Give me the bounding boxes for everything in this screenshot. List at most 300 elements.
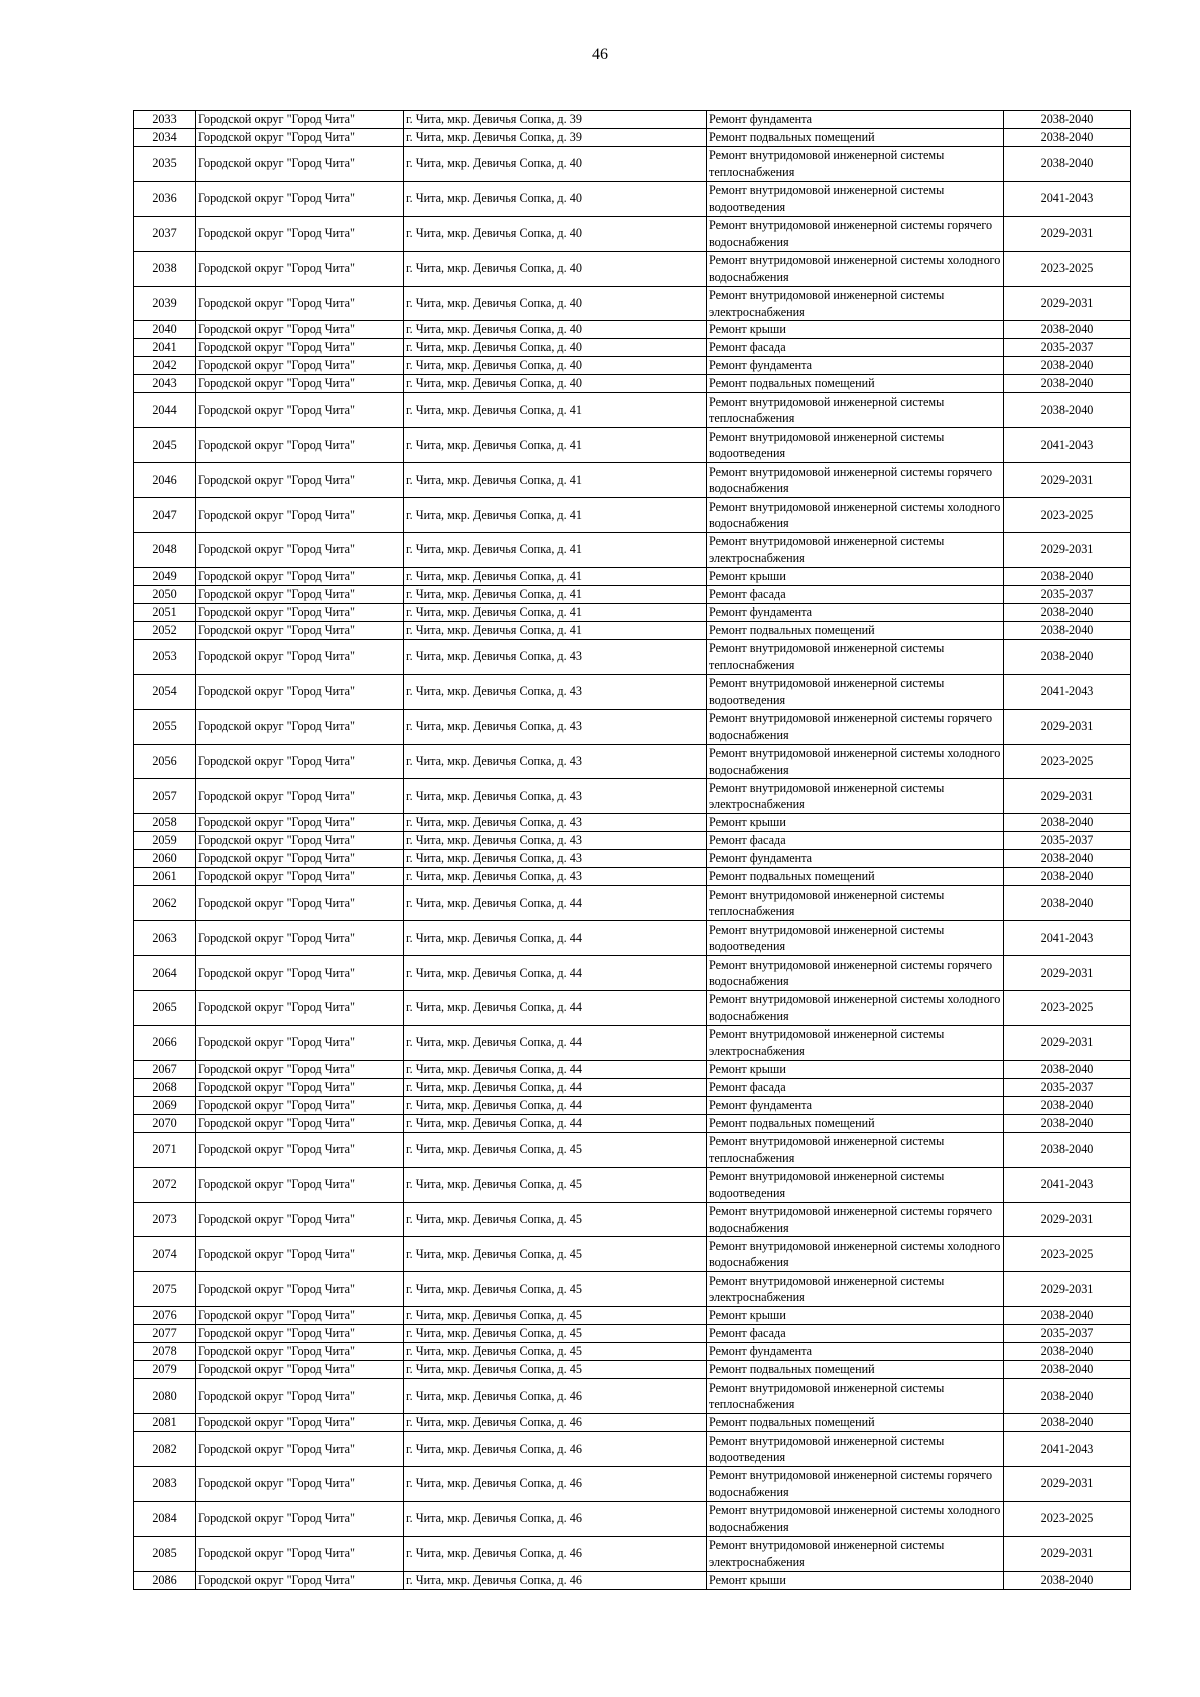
- period-cell: 2023-2025: [1004, 498, 1131, 533]
- table-row: [134, 1167, 1131, 1202]
- period-cell: 2035-2037: [1004, 1325, 1131, 1343]
- address-cell: г. Чита, мкр. Девичья Сопка, д. 43: [404, 674, 707, 709]
- row-number-cell: 2043: [134, 375, 196, 393]
- table-row: [134, 111, 1131, 129]
- table-row: [134, 621, 1131, 639]
- address-cell: г. Чита, мкр. Девичья Сопка, д. 44: [404, 1096, 707, 1114]
- address-cell: г. Чита, мкр. Девичья Сопка, д. 41: [404, 393, 707, 428]
- municipality-cell: Городской округ "Город Чита": [196, 1307, 404, 1325]
- period-cell: 2038-2040: [1004, 1114, 1131, 1132]
- table-row: [134, 585, 1131, 603]
- municipality-cell: Городской округ "Город Чита": [196, 1536, 404, 1571]
- row-number-cell: 2086: [134, 1571, 196, 1589]
- row-number-cell: 2057: [134, 779, 196, 814]
- row-number-cell: 2056: [134, 744, 196, 779]
- period-cell: 2038-2040: [1004, 1361, 1131, 1379]
- row-number-cell: 2060: [134, 850, 196, 868]
- address-cell: г. Чита, мкр. Девичья Сопка, д. 40: [404, 286, 707, 321]
- work-type-cell: Ремонт внутридомовой инженерной системы водоотведения: [707, 181, 1004, 216]
- row-number-cell: 2080: [134, 1379, 196, 1414]
- address-cell: г. Чита, мкр. Девичья Сопка, д. 40: [404, 181, 707, 216]
- row-number-cell: 2055: [134, 709, 196, 744]
- municipality-cell: Городской округ "Город Чита": [196, 1060, 404, 1078]
- table-row: [134, 1379, 1131, 1414]
- work-type-cell: Ремонт внутридомовой инженерной системы теплоснабжения: [707, 1379, 1004, 1414]
- row-number-cell: 2072: [134, 1167, 196, 1202]
- work-type-cell: Ремонт фундамента: [707, 1096, 1004, 1114]
- row-number-cell: 2050: [134, 585, 196, 603]
- row-number-cell: 2065: [134, 991, 196, 1026]
- municipality-cell: Городской округ "Город Чита": [196, 1361, 404, 1379]
- period-cell: 2038-2040: [1004, 1060, 1131, 1078]
- work-type-cell: Ремонт внутридомовой инженерной системы горячего водоснабжения: [707, 1467, 1004, 1502]
- municipality-cell: Городской округ "Город Чита": [196, 375, 404, 393]
- period-cell: 2038-2040: [1004, 886, 1131, 921]
- work-type-cell: Ремонт крыши: [707, 1307, 1004, 1325]
- municipality-cell: Городской округ "Город Чита": [196, 585, 404, 603]
- municipality-cell: Городской округ "Город Чита": [196, 850, 404, 868]
- row-number-cell: 2077: [134, 1325, 196, 1343]
- table-row: [134, 956, 1131, 991]
- address-cell: г. Чита, мкр. Девичья Сопка, д. 41: [404, 621, 707, 639]
- work-type-cell: Ремонт внутридомовой инженерной системы теплоснабжения: [707, 639, 1004, 674]
- period-cell: 2038-2040: [1004, 111, 1131, 129]
- row-number-cell: 2066: [134, 1025, 196, 1060]
- address-cell: г. Чита, мкр. Девичья Сопка, д. 43: [404, 868, 707, 886]
- work-type-cell: Ремонт подвальных помещений: [707, 129, 1004, 147]
- row-number-cell: 2073: [134, 1202, 196, 1237]
- row-number-cell: 2039: [134, 286, 196, 321]
- table-row: [134, 1132, 1131, 1167]
- table-row: [134, 814, 1131, 832]
- table-row: [134, 1325, 1131, 1343]
- table-row: [134, 1114, 1131, 1132]
- address-cell: г. Чита, мкр. Девичья Сопка, д. 43: [404, 744, 707, 779]
- period-cell: 2038-2040: [1004, 1571, 1131, 1589]
- period-cell: 2038-2040: [1004, 567, 1131, 585]
- period-cell: 2023-2025: [1004, 1237, 1131, 1272]
- table-row: [134, 709, 1131, 744]
- work-type-cell: Ремонт внутридомовой инженерной системы водоотведения: [707, 1167, 1004, 1202]
- work-type-cell: Ремонт фасада: [707, 1078, 1004, 1096]
- work-type-cell: Ремонт внутридомовой инженерной системы электроснабжения: [707, 286, 1004, 321]
- municipality-cell: Городской округ "Город Чита": [196, 129, 404, 147]
- address-cell: г. Чита, мкр. Девичья Сопка, д. 40: [404, 339, 707, 357]
- municipality-cell: Городской округ "Город Чита": [196, 921, 404, 956]
- address-cell: г. Чита, мкр. Девичья Сопка, д. 43: [404, 850, 707, 868]
- municipality-cell: Городской округ "Город Чита": [196, 286, 404, 321]
- municipality-cell: Городской округ "Город Чита": [196, 533, 404, 568]
- work-type-cell: Ремонт крыши: [707, 814, 1004, 832]
- municipality-cell: Городской округ "Город Чита": [196, 1132, 404, 1167]
- address-cell: г. Чита, мкр. Девичья Сопка, д. 43: [404, 709, 707, 744]
- period-cell: 2038-2040: [1004, 321, 1131, 339]
- municipality-cell: Городской округ "Город Чита": [196, 357, 404, 375]
- address-cell: г. Чита, мкр. Девичья Сопка, д. 46: [404, 1501, 707, 1536]
- row-number-cell: 2049: [134, 567, 196, 585]
- table-row: [134, 1060, 1131, 1078]
- address-cell: г. Чита, мкр. Девичья Сопка, д. 43: [404, 832, 707, 850]
- period-cell: 2038-2040: [1004, 1096, 1131, 1114]
- address-cell: г. Чита, мкр. Девичья Сопка, д. 44: [404, 921, 707, 956]
- row-number-cell: 2081: [134, 1414, 196, 1432]
- municipality-cell: Городской округ "Город Чита": [196, 111, 404, 129]
- municipality-cell: Городской округ "Город Чита": [196, 674, 404, 709]
- row-number-cell: 2064: [134, 956, 196, 991]
- work-type-cell: Ремонт крыши: [707, 1060, 1004, 1078]
- work-type-cell: Ремонт подвальных помещений: [707, 1414, 1004, 1432]
- row-number-cell: 2035: [134, 147, 196, 182]
- table-row: [134, 1361, 1131, 1379]
- table-row: [134, 674, 1131, 709]
- table-row: [134, 1467, 1131, 1502]
- address-cell: г. Чита, мкр. Девичья Сопка, д. 41: [404, 498, 707, 533]
- address-cell: г. Чита, мкр. Девичья Сопка, д. 39: [404, 129, 707, 147]
- municipality-cell: Городской округ "Город Чита": [196, 639, 404, 674]
- table-row: [134, 921, 1131, 956]
- address-cell: г. Чита, мкр. Девичья Сопка, д. 45: [404, 1361, 707, 1379]
- table-row: [134, 1432, 1131, 1467]
- period-cell: 2038-2040: [1004, 1414, 1131, 1432]
- work-type-cell: Ремонт внутридомовой инженерной системы горячего водоснабжения: [707, 463, 1004, 498]
- row-number-cell: 2079: [134, 1361, 196, 1379]
- table-row: [134, 603, 1131, 621]
- address-cell: г. Чита, мкр. Девичья Сопка, д. 41: [404, 428, 707, 463]
- table-row: [134, 567, 1131, 585]
- table-row: [134, 886, 1131, 921]
- table-row: [134, 832, 1131, 850]
- period-cell: 2038-2040: [1004, 1379, 1131, 1414]
- address-cell: г. Чита, мкр. Девичья Сопка, д. 45: [404, 1167, 707, 1202]
- work-type-cell: Ремонт крыши: [707, 1571, 1004, 1589]
- address-cell: г. Чита, мкр. Девичья Сопка, д. 44: [404, 1114, 707, 1132]
- period-cell: 2038-2040: [1004, 1307, 1131, 1325]
- work-type-cell: Ремонт внутридомовой инженерной системы теплоснабжения: [707, 393, 1004, 428]
- work-type-cell: Ремонт подвальных помещений: [707, 375, 1004, 393]
- row-number-cell: 2059: [134, 832, 196, 850]
- municipality-cell: Городской округ "Город Чита": [196, 1272, 404, 1307]
- municipality-cell: Городской округ "Город Чита": [196, 1202, 404, 1237]
- work-type-cell: Ремонт внутридомовой инженерной системы электроснабжения: [707, 779, 1004, 814]
- municipality-cell: Городской округ "Город Чита": [196, 1078, 404, 1096]
- period-cell: 2038-2040: [1004, 621, 1131, 639]
- period-cell: 2041-2043: [1004, 181, 1131, 216]
- row-number-cell: 2075: [134, 1272, 196, 1307]
- table-row: [134, 339, 1131, 357]
- municipality-cell: Городской округ "Город Чита": [196, 393, 404, 428]
- work-type-cell: Ремонт внутридомовой инженерной системы электроснабжения: [707, 1272, 1004, 1307]
- address-cell: г. Чита, мкр. Девичья Сопка, д. 41: [404, 603, 707, 621]
- municipality-cell: Городской округ "Город Чита": [196, 868, 404, 886]
- address-cell: г. Чита, мкр. Девичья Сопка, д. 44: [404, 1025, 707, 1060]
- period-cell: 2029-2031: [1004, 1025, 1131, 1060]
- period-cell: 2029-2031: [1004, 286, 1131, 321]
- address-cell: г. Чита, мкр. Девичья Сопка, д. 40: [404, 251, 707, 286]
- municipality-cell: Городской округ "Город Чита": [196, 567, 404, 585]
- work-type-cell: Ремонт фасада: [707, 1325, 1004, 1343]
- municipality-cell: Городской округ "Город Чита": [196, 181, 404, 216]
- period-cell: 2041-2043: [1004, 428, 1131, 463]
- period-cell: 2038-2040: [1004, 375, 1131, 393]
- work-type-cell: Ремонт подвальных помещений: [707, 621, 1004, 639]
- work-type-cell: Ремонт внутридомовой инженерной системы электроснабжения: [707, 1536, 1004, 1571]
- municipality-cell: Городской округ "Город Чита": [196, 463, 404, 498]
- municipality-cell: Городской округ "Город Чита": [196, 744, 404, 779]
- period-cell: 2038-2040: [1004, 639, 1131, 674]
- row-number-cell: 2047: [134, 498, 196, 533]
- period-cell: 2038-2040: [1004, 850, 1131, 868]
- work-type-cell: Ремонт подвальных помещений: [707, 1361, 1004, 1379]
- address-cell: г. Чита, мкр. Девичья Сопка, д. 40: [404, 321, 707, 339]
- address-cell: г. Чита, мкр. Девичья Сопка, д. 45: [404, 1307, 707, 1325]
- address-cell: г. Чита, мкр. Девичья Сопка, д. 40: [404, 147, 707, 182]
- municipality-cell: Городской округ "Город Чита": [196, 603, 404, 621]
- municipality-cell: Городской округ "Город Чита": [196, 832, 404, 850]
- work-type-cell: Ремонт фундамента: [707, 1343, 1004, 1361]
- row-number-cell: 2033: [134, 111, 196, 129]
- municipality-cell: Городской округ "Город Чита": [196, 1025, 404, 1060]
- row-number-cell: 2034: [134, 129, 196, 147]
- table-row: [134, 1501, 1131, 1536]
- row-number-cell: 2045: [134, 428, 196, 463]
- work-type-cell: Ремонт крыши: [707, 567, 1004, 585]
- work-type-cell: Ремонт внутридомовой инженерной системы водоотведения: [707, 921, 1004, 956]
- address-cell: г. Чита, мкр. Девичья Сопка, д. 39: [404, 111, 707, 129]
- period-cell: 2038-2040: [1004, 603, 1131, 621]
- municipality-cell: Городской округ "Город Чита": [196, 1167, 404, 1202]
- municipality-cell: Городской округ "Город Чита": [196, 339, 404, 357]
- row-number-cell: 2042: [134, 357, 196, 375]
- work-type-cell: Ремонт внутридомовой инженерной системы водоотведения: [707, 1432, 1004, 1467]
- table-row: [134, 850, 1131, 868]
- row-number-cell: 2040: [134, 321, 196, 339]
- table-row: [134, 639, 1131, 674]
- period-cell: 2023-2025: [1004, 251, 1131, 286]
- row-number-cell: 2061: [134, 868, 196, 886]
- address-cell: г. Чита, мкр. Девичья Сопка, д. 45: [404, 1237, 707, 1272]
- work-type-cell: Ремонт внутридомовой инженерной системы горячего водоснабжения: [707, 956, 1004, 991]
- municipality-cell: Городской округ "Город Чита": [196, 1096, 404, 1114]
- period-cell: 2038-2040: [1004, 129, 1131, 147]
- period-cell: 2038-2040: [1004, 147, 1131, 182]
- address-cell: г. Чита, мкр. Девичья Сопка, д. 44: [404, 886, 707, 921]
- period-cell: 2035-2037: [1004, 585, 1131, 603]
- period-cell: 2035-2037: [1004, 339, 1131, 357]
- period-cell: 2029-2031: [1004, 216, 1131, 251]
- row-number-cell: 2063: [134, 921, 196, 956]
- municipality-cell: Городской округ "Город Чита": [196, 1237, 404, 1272]
- period-cell: 2041-2043: [1004, 674, 1131, 709]
- table-row: [134, 286, 1131, 321]
- address-cell: г. Чита, мкр. Девичья Сопка, д. 44: [404, 1078, 707, 1096]
- row-number-cell: 2078: [134, 1343, 196, 1361]
- address-cell: г. Чита, мкр. Девичья Сопка, д. 40: [404, 216, 707, 251]
- row-number-cell: 2083: [134, 1467, 196, 1502]
- address-cell: г. Чита, мкр. Девичья Сопка, д. 46: [404, 1571, 707, 1589]
- work-type-cell: Ремонт внутридомовой инженерной системы холодного водоснабжения: [707, 1237, 1004, 1272]
- row-number-cell: 2071: [134, 1132, 196, 1167]
- page-number: 46: [592, 46, 608, 63]
- table-row: [134, 147, 1131, 182]
- address-cell: г. Чита, мкр. Девичья Сопка, д. 45: [404, 1343, 707, 1361]
- work-type-cell: Ремонт внутридомовой инженерной системы холодного водоснабжения: [707, 1501, 1004, 1536]
- address-cell: г. Чита, мкр. Девичья Сопка, д. 44: [404, 991, 707, 1026]
- row-number-cell: 2082: [134, 1432, 196, 1467]
- work-type-cell: Ремонт внутридомовой инженерной системы теплоснабжения: [707, 886, 1004, 921]
- period-cell: 2029-2031: [1004, 709, 1131, 744]
- table-row: [134, 1237, 1131, 1272]
- period-cell: 2023-2025: [1004, 744, 1131, 779]
- address-cell: г. Чита, мкр. Девичья Сопка, д. 46: [404, 1467, 707, 1502]
- table-row: [134, 1272, 1131, 1307]
- row-number-cell: 2058: [134, 814, 196, 832]
- row-number-cell: 2046: [134, 463, 196, 498]
- period-cell: 2038-2040: [1004, 357, 1131, 375]
- row-number-cell: 2068: [134, 1078, 196, 1096]
- municipality-cell: Городской округ "Город Чита": [196, 1379, 404, 1414]
- row-number-cell: 2041: [134, 339, 196, 357]
- municipality-cell: Городской округ "Город Чита": [196, 1414, 404, 1432]
- work-type-cell: Ремонт внутридомовой инженерной системы горячего водоснабжения: [707, 709, 1004, 744]
- period-cell: 2029-2031: [1004, 1536, 1131, 1571]
- work-type-cell: Ремонт фасада: [707, 585, 1004, 603]
- work-type-cell: Ремонт внутридомовой инженерной системы холодного водоснабжения: [707, 498, 1004, 533]
- address-cell: г. Чита, мкр. Девичья Сопка, д. 41: [404, 567, 707, 585]
- address-cell: г. Чита, мкр. Девичья Сопка, д. 44: [404, 1060, 707, 1078]
- municipality-cell: Городской округ "Город Чита": [196, 779, 404, 814]
- row-number-cell: 2069: [134, 1096, 196, 1114]
- work-type-cell: Ремонт внутридомовой инженерной системы водоотведения: [707, 428, 1004, 463]
- work-type-cell: Ремонт крыши: [707, 321, 1004, 339]
- work-type-cell: Ремонт внутридомовой инженерной системы горячего водоснабжения: [707, 216, 1004, 251]
- table-row: [134, 181, 1131, 216]
- municipality-cell: Городской округ "Город Чита": [196, 321, 404, 339]
- period-cell: 2041-2043: [1004, 921, 1131, 956]
- table-row: [134, 744, 1131, 779]
- period-cell: 2035-2037: [1004, 1078, 1131, 1096]
- table-row: [134, 428, 1131, 463]
- period-cell: 2038-2040: [1004, 868, 1131, 886]
- row-number-cell: 2054: [134, 674, 196, 709]
- work-type-cell: Ремонт фасада: [707, 832, 1004, 850]
- municipality-cell: Городской округ "Город Чита": [196, 147, 404, 182]
- table-row: [134, 1096, 1131, 1114]
- municipality-cell: Городской округ "Город Чита": [196, 1467, 404, 1502]
- repair-schedule-table: [133, 110, 1131, 1590]
- address-cell: г. Чита, мкр. Девичья Сопка, д. 44: [404, 956, 707, 991]
- table-row: [134, 1571, 1131, 1589]
- work-type-cell: Ремонт фасада: [707, 339, 1004, 357]
- address-cell: г. Чита, мкр. Девичья Сопка, д. 41: [404, 585, 707, 603]
- row-number-cell: 2062: [134, 886, 196, 921]
- period-cell: 2038-2040: [1004, 814, 1131, 832]
- row-number-cell: 2051: [134, 603, 196, 621]
- row-number-cell: 2044: [134, 393, 196, 428]
- period-cell: 2038-2040: [1004, 1343, 1131, 1361]
- row-number-cell: 2074: [134, 1237, 196, 1272]
- table-row: [134, 533, 1131, 568]
- work-type-cell: Ремонт внутридомовой инженерной системы теплоснабжения: [707, 1132, 1004, 1167]
- table-row: [134, 1536, 1131, 1571]
- row-number-cell: 2053: [134, 639, 196, 674]
- period-cell: 2023-2025: [1004, 1501, 1131, 1536]
- row-number-cell: 2084: [134, 1501, 196, 1536]
- municipality-cell: Городской округ "Город Чита": [196, 1114, 404, 1132]
- municipality-cell: Городской округ "Город Чита": [196, 1501, 404, 1536]
- work-type-cell: Ремонт внутридомовой инженерной системы холодного водоснабжения: [707, 744, 1004, 779]
- municipality-cell: Городской округ "Город Чита": [196, 251, 404, 286]
- address-cell: г. Чита, мкр. Девичья Сопка, д. 43: [404, 639, 707, 674]
- row-number-cell: 2085: [134, 1536, 196, 1571]
- period-cell: 2029-2031: [1004, 1272, 1131, 1307]
- table-row: [134, 375, 1131, 393]
- period-cell: 2041-2043: [1004, 1167, 1131, 1202]
- period-cell: 2029-2031: [1004, 533, 1131, 568]
- row-number-cell: 2048: [134, 533, 196, 568]
- period-cell: 2035-2037: [1004, 832, 1131, 850]
- work-type-cell: Ремонт подвальных помещений: [707, 1114, 1004, 1132]
- work-type-cell: Ремонт фундамента: [707, 357, 1004, 375]
- row-number-cell: 2052: [134, 621, 196, 639]
- period-cell: 2029-2031: [1004, 1202, 1131, 1237]
- row-number-cell: 2036: [134, 181, 196, 216]
- work-type-cell: Ремонт фундамента: [707, 111, 1004, 129]
- table-row: [134, 1414, 1131, 1432]
- work-type-cell: Ремонт внутридомовой инженерной системы холодного водоснабжения: [707, 991, 1004, 1026]
- work-type-cell: Ремонт внутридомовой инженерной системы электроснабжения: [707, 1025, 1004, 1060]
- municipality-cell: Городской округ "Город Чита": [196, 621, 404, 639]
- period-cell: 2029-2031: [1004, 779, 1131, 814]
- table-row: [134, 1202, 1131, 1237]
- municipality-cell: Городской округ "Город Чита": [196, 814, 404, 832]
- table-row: [134, 463, 1131, 498]
- work-type-cell: Ремонт внутридомовой инженерной системы теплоснабжения: [707, 147, 1004, 182]
- address-cell: г. Чита, мкр. Девичья Сопка, д. 43: [404, 814, 707, 832]
- period-cell: 2023-2025: [1004, 991, 1131, 1026]
- address-cell: г. Чита, мкр. Девичья Сопка, д. 45: [404, 1325, 707, 1343]
- table-row: [134, 779, 1131, 814]
- work-type-cell: Ремонт внутридомовой инженерной системы электроснабжения: [707, 533, 1004, 568]
- table-row: [134, 1343, 1131, 1361]
- municipality-cell: Городской округ "Город Чита": [196, 498, 404, 533]
- municipality-cell: Городской округ "Город Чита": [196, 216, 404, 251]
- address-cell: г. Чита, мкр. Девичья Сопка, д. 46: [404, 1379, 707, 1414]
- municipality-cell: Городской округ "Город Чита": [196, 1343, 404, 1361]
- period-cell: 2029-2031: [1004, 956, 1131, 991]
- row-number-cell: 2070: [134, 1114, 196, 1132]
- table-row: [134, 868, 1131, 886]
- repair-schedule-body: [134, 111, 1131, 1590]
- work-type-cell: Ремонт внутридомовой инженерной системы холодного водоснабжения: [707, 251, 1004, 286]
- municipality-cell: Городской округ "Город Чита": [196, 956, 404, 991]
- municipality-cell: Городской округ "Город Чита": [196, 991, 404, 1026]
- municipality-cell: Городской округ "Город Чита": [196, 428, 404, 463]
- work-type-cell: Ремонт фундамента: [707, 850, 1004, 868]
- work-type-cell: Ремонт внутридомовой инженерной системы водоотведения: [707, 674, 1004, 709]
- table-row: [134, 321, 1131, 339]
- table-row: [134, 1078, 1131, 1096]
- table-row: [134, 129, 1131, 147]
- work-type-cell: Ремонт внутридомовой инженерной системы горячего водоснабжения: [707, 1202, 1004, 1237]
- table-row: [134, 357, 1131, 375]
- period-cell: 2029-2031: [1004, 463, 1131, 498]
- table-row: [134, 393, 1131, 428]
- work-type-cell: Ремонт подвальных помещений: [707, 868, 1004, 886]
- address-cell: г. Чита, мкр. Девичья Сопка, д. 45: [404, 1132, 707, 1167]
- table-row: [134, 216, 1131, 251]
- table-row: [134, 1025, 1131, 1060]
- municipality-cell: Городской округ "Город Чита": [196, 1325, 404, 1343]
